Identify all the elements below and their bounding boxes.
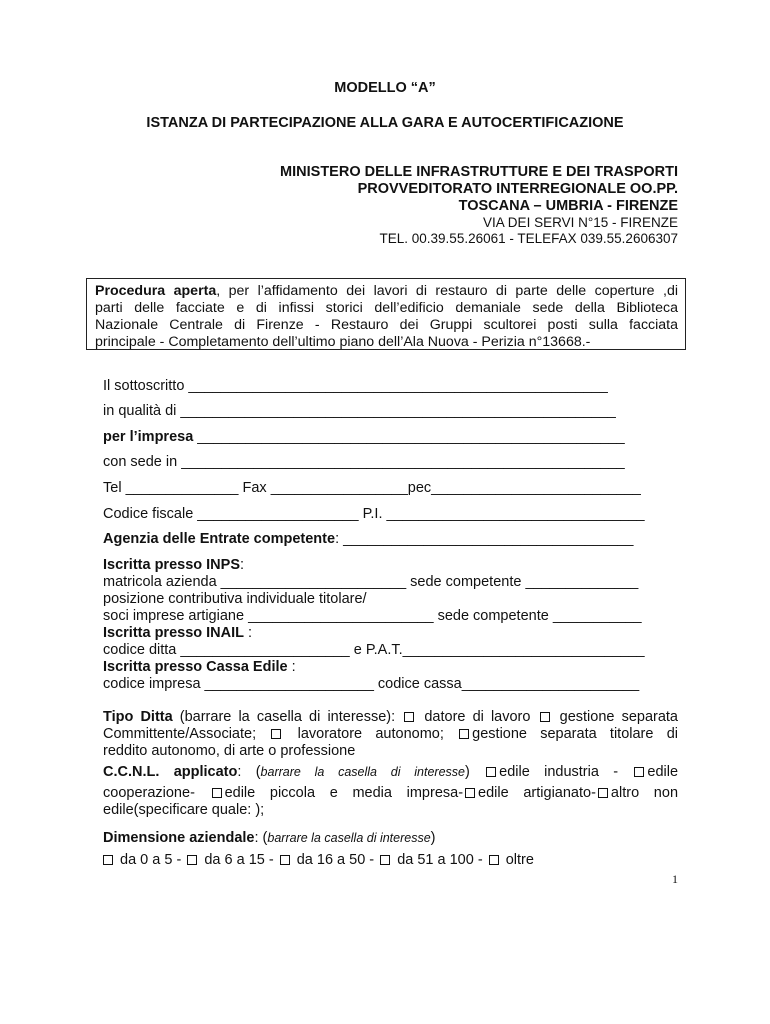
- dimensione-colon: : (: [254, 830, 268, 846]
- checkbox-lavoratore[interactable]: [271, 729, 281, 739]
- dimensione-options: [101, 852, 534, 868]
- inail-colon: :: [244, 625, 253, 641]
- inail-label: Iscritta presso INAIL: [103, 625, 245, 641]
- dimensione-close: ): [430, 830, 436, 846]
- procedure-lead: Procedura aperta: [95, 283, 217, 299]
- option-lavoratore: lavoratore autonomo;: [284, 726, 458, 742]
- posizione-text: posizione contributiva individuale titolare/: [103, 591, 367, 607]
- field-contacts[interactable]: Tel ______________ Fax _________________pec__________________________: [103, 480, 641, 496]
- option-dim-6-15: da 6 a 15 -: [200, 852, 278, 868]
- inps-heading: [103, 557, 244, 573]
- option-dim-0-5: da 0 a 5 -: [116, 852, 186, 868]
- ministry-name: MINISTERO DELLE INFRASTRUTTURE E DEI TRASPORTI: [280, 164, 678, 180]
- dimensione-hint: barrare la casella di interesse: [267, 831, 431, 845]
- ccnl-close: ): [464, 764, 470, 780]
- procedure-line-4: principale - Completamento dell’ultimo piano dell’Ala Nuova - Perizia n°13668.-: [95, 334, 591, 350]
- checkbox-datore[interactable]: [404, 712, 414, 722]
- checkbox-dim-oltre[interactable]: [489, 855, 499, 865]
- ccnl-line-3[interactable]: edile(specificare quale: );: [103, 802, 265, 818]
- tipo-ditta-line-3: reddito autonomo, di arte o professione: [103, 743, 356, 759]
- dimensione-label: Dimensione aziendale: [103, 830, 255, 846]
- model-label: MODELLO “A”: [334, 80, 436, 96]
- office-phone: TEL. 00.39.55.26061 - TELEFAX 039.55.2606307: [379, 231, 678, 246]
- option-edile-industria: edile industria -: [499, 764, 633, 780]
- ccnl-line-2: [103, 785, 678, 802]
- field-codice-ditta[interactable]: codice ditta _____________________ e P.A.T.______________________________: [103, 642, 645, 658]
- cassa-label: Iscritta presso Cassa Edile: [103, 659, 288, 675]
- inps-label: Iscritta presso INPS: [103, 557, 240, 573]
- procedure-text-1: , per l’affidamento dei lavori di restauro di parte delle coperture ,di: [216, 283, 678, 299]
- checkbox-dim-0-5[interactable]: [103, 855, 113, 865]
- ccnl-colon: : (: [237, 764, 261, 780]
- option-cooperazione-text: cooperazione-: [103, 785, 210, 801]
- option-dim-51-100: da 51 a 100 -: [393, 852, 487, 868]
- procedure-line-3: Nazionale Centrale di Firenze - Restauro dei Gruppi scultorei posti sulla facciata: [95, 317, 678, 333]
- field-sede[interactable]: con sede in _______________________________________________________: [103, 454, 625, 470]
- page-number: 1: [672, 872, 678, 886]
- checkbox-edile-industria[interactable]: [486, 767, 496, 777]
- tipo-ditta-line-2: [103, 726, 678, 743]
- ccnl-label: C.C.N.L. applicato: [103, 764, 238, 780]
- impresa-label: per l’impresa: [103, 429, 194, 445]
- field-codice-fiscale[interactable]: Codice fiscale ____________________ P.I. ________________________________: [103, 506, 645, 522]
- option-altro: altro non: [610, 785, 679, 801]
- option-edile-piccola: edile piccola e media impresa-: [224, 785, 464, 801]
- checkbox-dim-6-15[interactable]: [187, 855, 197, 865]
- tipo-ditta-label: Tipo Ditta: [103, 709, 173, 725]
- option-committente: Committente/Associate;: [103, 726, 270, 742]
- checkbox-dim-51-100[interactable]: [380, 855, 390, 865]
- field-qualita[interactable]: in qualità di ______________________________________________________: [103, 403, 616, 419]
- office-name: PROVVEDITORATO INTERREGIONALE OO.PP.: [357, 181, 678, 197]
- field-agenzia[interactable]: [103, 531, 633, 547]
- option-gestione: gestione separata: [552, 709, 678, 725]
- dimensione-heading: [103, 830, 436, 846]
- checkbox-gestione[interactable]: [540, 712, 550, 722]
- option-edile-artigianato: edile artigianato-: [478, 785, 596, 801]
- field-sottoscritto[interactable]: Il sottoscritto ____________________________________________________: [103, 378, 608, 394]
- inps-colon: :: [240, 557, 245, 573]
- option-gestione-titolare: gestione separata titolare di: [472, 726, 678, 742]
- impresa-line: _____________________________________________________: [193, 429, 625, 445]
- checkbox-edile-cooperazione[interactable]: [634, 767, 644, 777]
- field-codice-impresa[interactable]: codice impresa _____________________ codice cassa______________________: [103, 676, 640, 692]
- tipo-ditta-hint: (barrare la casella di interesse):: [172, 709, 403, 725]
- agenzia-line: : ____________________________________: [335, 531, 634, 547]
- checkbox-edile-piccola[interactable]: [212, 788, 222, 798]
- option-datore: datore di lavoro: [417, 709, 538, 725]
- procedure-line-1: [95, 283, 678, 300]
- office-address: VIA DEI SERVI N°15 - FIRENZE: [483, 215, 678, 230]
- field-soci[interactable]: soci imprese artigiane _______________________ sede competente ___________: [103, 608, 642, 624]
- cassa-heading: [103, 659, 296, 675]
- tipo-ditta-line-1: [103, 709, 678, 726]
- agenzia-label: Agenzia delle Entrate competente: [103, 531, 336, 547]
- procedure-line-2: parti delle facciate e di infissi storici dell’edificio demaniale sede della Biblioteca: [95, 300, 678, 316]
- field-impresa[interactable]: [103, 429, 625, 445]
- ccnl-hint: barrare la casella di interesse: [260, 765, 465, 779]
- inail-heading: [103, 625, 252, 641]
- document-title: ISTANZA DI PARTECIPAZIONE ALLA GARA E AUTOCERTIFICAZIONE: [146, 115, 624, 131]
- checkbox-altro[interactable]: [598, 788, 608, 798]
- option-dim-16-50: da 16 a 50 -: [292, 852, 379, 868]
- checkbox-gestione-titolare[interactable]: [459, 729, 469, 739]
- checkbox-dim-16-50[interactable]: [280, 855, 290, 865]
- region-name: TOSCANA – UMBRIA - FIRENZE: [458, 198, 678, 214]
- option-dim-oltre: oltre: [501, 852, 534, 868]
- checkbox-edile-artigianato[interactable]: [465, 788, 475, 798]
- field-matricola[interactable]: matricola azienda _______________________ sede competente ______________: [103, 574, 639, 590]
- option-edile-cooperazione: edile: [647, 764, 679, 780]
- cassa-colon: :: [287, 659, 296, 675]
- ccnl-line-1: [103, 764, 678, 781]
